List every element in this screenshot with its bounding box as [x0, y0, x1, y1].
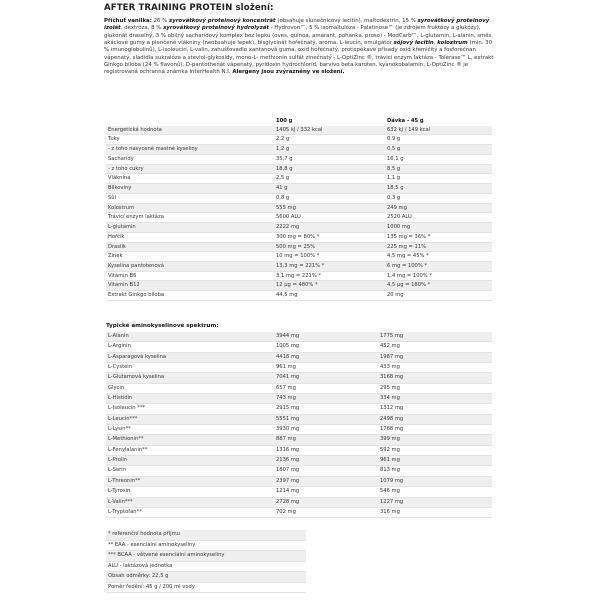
- row-value-serving: 1227 mg: [378, 497, 492, 507]
- amino-acid-row: [106, 435, 492, 445]
- row-value-serving: 1000 mg: [385, 223, 492, 233]
- row-value-100g: 44,5 mg: [274, 291, 385, 301]
- row-value-serving: 0,9 g: [385, 135, 492, 145]
- nutrition-row: [106, 193, 492, 203]
- row-label: Hořčík: [106, 232, 274, 242]
- row-label: Tuky: [106, 135, 274, 145]
- nutrition-table: [106, 117, 492, 301]
- row-value-100g: 2728 mg: [274, 497, 378, 507]
- row-value-serving: 546 mg: [378, 487, 492, 497]
- amino-acid-table: [106, 332, 492, 518]
- row-label: Vitamin B6: [106, 271, 274, 281]
- row-value-100g: 13,3 mg = 221% *: [274, 262, 385, 272]
- allergen-colostrum: kolostrum: [437, 40, 468, 47]
- nutrition-row: [106, 154, 492, 164]
- row-value-serving: 8,5 g: [385, 164, 492, 174]
- row-value-serving: 334 mg: [378, 394, 492, 404]
- row-value-serving: 813 mg: [378, 466, 492, 476]
- row-value-serving: 4,5 µg = 180% *: [385, 281, 492, 291]
- amino-acid-row: [106, 342, 492, 352]
- nutrition-row: [106, 223, 492, 233]
- nutrition-row: [106, 291, 492, 301]
- row-value-serving: 452 mg: [378, 342, 492, 352]
- row-label: Draslík: [106, 242, 274, 252]
- allergen-whey-hydrolysate: syrovátkový proteinový hydrolyzát: [163, 25, 269, 32]
- row-value-serving: 0,5 g: [385, 145, 492, 155]
- row-label: L-Arginin: [106, 342, 274, 352]
- row-value-100g: 2,2 g: [274, 135, 385, 145]
- row-value-serving: 1775 mg: [378, 332, 492, 342]
- row-label: Vláknina: [106, 174, 274, 184]
- amino-acid-row: [106, 363, 492, 373]
- nutrition-header-row: [106, 117, 492, 126]
- row-value-100g: 1807 mg: [274, 466, 378, 476]
- amino-acid-row: [106, 497, 492, 507]
- row-value-100g: 2915 mg: [274, 404, 378, 414]
- row-label: - z toho cukry: [106, 164, 274, 174]
- row-value-serving: 433 mg: [378, 363, 492, 373]
- nutrition-row: [106, 203, 492, 213]
- row-value-100g: 1214 mg: [274, 487, 378, 497]
- amino-acid-row: [106, 476, 492, 486]
- row-label: - z toho nasycené mastné kyseliny: [106, 145, 274, 155]
- row-label: L-Threonin**: [106, 476, 274, 486]
- ingredients-text-6: (min. 30 % imunoglobulinů), L-isoleucin, L-valin, zahušťovadlo xantanová guma, oxid hořečnatý, protispékavé přísady oxid křemičitý a fosforečnan vápenatý, sladidla sukralóza a steviol-glykosidy, mono-L- methionin sulfát zinečnatý - L-OptiZinc ®, trávicí enzym laktáza - Tolerase™ L, extrakt Ginkgo biloba (24 % flavonů), D-pantothenát vápenatý, pyridoxin hydrochlorid, barvivo beta karoten, kyanokobalamin. L-OptiZinc ® je registrovaná ochranná známka InterHealth N.I.: [104, 40, 494, 76]
- nutrition-row: [106, 126, 492, 135]
- row-value-100g: 5551 mg: [274, 414, 378, 424]
- row-value-serving: 135 mg = 36% *: [385, 232, 492, 242]
- row-value-serving: 1312 mg: [378, 404, 492, 414]
- row-value-serving: 1,1 g: [385, 174, 492, 184]
- row-value-100g: 702 mg: [274, 507, 378, 517]
- row-value-100g: 12 µg = 480% *: [274, 281, 385, 291]
- amino-acid-row: [106, 383, 492, 393]
- allergen-note: Alergeny jsou zvýrazněny ve složení.: [232, 69, 345, 76]
- row-value-100g: 4418 mg: [274, 352, 378, 362]
- ingredients-text-5: ,: [433, 40, 438, 47]
- ingredients-paragraph: [104, 18, 496, 77]
- row-label: L-Methionin**: [106, 435, 274, 445]
- row-value-100g: 961 mg: [274, 363, 378, 373]
- row-value-100g: 5600 ALU: [274, 213, 385, 223]
- row-value-100g: 3,1 mg = 221% *: [274, 271, 385, 281]
- row-value-100g: 2397 mg: [274, 476, 378, 486]
- amino-acid-row: [106, 487, 492, 497]
- nutrition-row: [106, 232, 492, 242]
- amino-acid-row: [106, 414, 492, 424]
- nutrition-table-body: [106, 126, 492, 301]
- row-value-100g: 7041 mg: [274, 373, 378, 383]
- row-value-100g: 500 mg = 25%: [274, 242, 385, 252]
- footnotes: [106, 530, 306, 593]
- nutrition-row: [106, 145, 492, 155]
- row-value-serving: 0,3 g: [385, 193, 492, 203]
- row-label: Zinek: [106, 252, 274, 262]
- row-value-100g: 3944 mg: [274, 332, 378, 342]
- row-value-100g: 2,5 g: [274, 174, 385, 184]
- row-label: Trávicí enzym laktáza: [106, 213, 274, 223]
- row-value-serving: 3168 mg: [378, 373, 492, 383]
- row-value-serving: 316 mg: [378, 507, 492, 517]
- row-value-100g: 1005 mg: [274, 342, 378, 352]
- row-value-100g: 555 mg: [274, 203, 385, 213]
- row-value-serving: 16,1 g: [385, 154, 492, 164]
- row-value-serving: 225 mg = 11%: [385, 242, 492, 252]
- row-value-serving: 249 mg: [385, 203, 492, 213]
- product-name: AFTER TRAINING PROTEIN: [104, 3, 233, 13]
- row-label: Sacharidy: [106, 154, 274, 164]
- row-value-serving: 1079 mg: [378, 476, 492, 486]
- nutrition-header-per-100g: 100 g: [276, 118, 293, 124]
- row-value-serving: 20 mg: [385, 291, 492, 301]
- row-value-100g: 300 mg = 80% *: [274, 232, 385, 242]
- row-value-serving: 2520 ALU: [385, 213, 492, 223]
- amino-acid-row: [106, 352, 492, 362]
- row-value-serving: 1768 mg: [378, 425, 492, 435]
- row-value-100g: 3930 mg: [274, 425, 378, 435]
- nutrition-row: [106, 262, 492, 272]
- nutrition-row: [106, 281, 492, 291]
- row-value-serving: 1,4 mg = 100% *: [385, 271, 492, 281]
- nutrition-row: [106, 174, 492, 184]
- nutrition-row: [106, 184, 492, 194]
- row-label: L-Tryptofan**: [106, 507, 274, 517]
- row-value-100g: 657 mg: [274, 383, 378, 393]
- footnote-item: ** EAA - esenciální aminokyseliny: [106, 541, 306, 552]
- footnote-item: *** BCAA - větvené esenciální aminokyseliny: [106, 551, 306, 562]
- row-value-100g: 0,8 g: [274, 193, 385, 203]
- amino-acid-table-body: [106, 332, 492, 518]
- amino-acid-title: Typické aminokyselinové spektrum:: [106, 323, 219, 329]
- row-label: Energetická hodnota: [106, 126, 274, 135]
- allergen-whey-isolate: syrovátkový proteinový izolát: [104, 18, 490, 32]
- row-label: L-Fenylalanin**: [106, 445, 274, 455]
- amino-acid-row: [106, 394, 492, 404]
- row-label: Kyselina pantotenová: [106, 262, 274, 272]
- row-value-100g: 887 mg: [274, 435, 378, 445]
- amino-acid-row: [106, 332, 492, 342]
- row-label: L-Histidin: [106, 394, 274, 404]
- row-value-serving: 18,5 g: [385, 184, 492, 194]
- row-label: L-Leucin***: [106, 414, 274, 424]
- row-label: L-Cystein: [106, 363, 274, 373]
- amino-acid-row: [106, 445, 492, 455]
- row-value-100g: 1405 kJ / 332 kcal: [274, 126, 385, 135]
- row-label: L-glutamin: [106, 223, 274, 233]
- footnote-item: Obsah odměrky: 22,5 g: [106, 572, 306, 583]
- row-value-100g: 1316 mg: [274, 445, 378, 455]
- flavor-label: Příchuť vanilka:: [104, 18, 152, 24]
- ingredients-text-2: (obsahuje slunečnicový lecitin), maltodextrin, 15 %: [275, 18, 418, 24]
- nutrition-header-per-serving: Dávka - 45 g: [387, 118, 424, 124]
- amino-acid-row: [106, 425, 492, 435]
- nutrition-row: [106, 213, 492, 223]
- row-label: L-Asparagová kyselina: [106, 352, 274, 362]
- nutrition-row: [106, 271, 492, 281]
- row-label: L-Prolin: [106, 456, 274, 466]
- row-value-serving: 632 kJ / 149 kcal: [385, 126, 492, 135]
- amino-acid-row: [106, 456, 492, 466]
- row-value-100g: 41 g: [274, 184, 385, 194]
- amino-acid-row: [106, 466, 492, 476]
- row-label: Kolostrum: [106, 203, 274, 213]
- ingredients-text-4: - Hydrovon™, 5 % isomaltulóza - Palatinose™ (je zdrojem fruktózy a glukózy), glukonát draselný, 3 % obilný sacharidový komplex bez lepku (oves, quinoa, amarant, pohanka, proso) - ModCarb™, L-glutamin, L-alanin, směs akáciové gumy a plenčené vlákniny (neobsahuje lepek), bisglycinát hořečnatý, aroma, L-leucin, emulgátor: [104, 25, 492, 47]
- amino-acid-row: [106, 404, 492, 414]
- nutrition-row: [106, 242, 492, 252]
- row-label: L-Isoleucin ***: [106, 404, 274, 414]
- page-title: [104, 3, 274, 13]
- amino-acid-row: [106, 507, 492, 517]
- row-value-serving: 4,5 mg = 45% *: [385, 252, 492, 262]
- ingredients-text-3: , dextróza, 8 %: [120, 25, 164, 32]
- row-value-100g: 10 mg = 100% *: [274, 252, 385, 262]
- nutrition-row: [106, 252, 492, 262]
- row-label: L-Glutamová kyselina: [106, 373, 274, 383]
- nutrition-row: [106, 135, 492, 145]
- row-value-100g: 2222 mg: [274, 223, 385, 233]
- nutrition-row: [106, 164, 492, 174]
- row-value-serving: 961 mg: [378, 456, 492, 466]
- footnote-item: Poměr ředění: 45 g / 200 ml vody: [106, 583, 306, 594]
- row-label: Sůl: [106, 193, 274, 203]
- row-value-serving: 1987 mg: [378, 352, 492, 362]
- ingredients-text-1: 26 %: [151, 18, 169, 24]
- row-label: Vitamin B12: [106, 281, 274, 291]
- row-value-100g: 18,8 g: [274, 164, 385, 174]
- row-label: L-Lysin**: [106, 425, 274, 435]
- row-value-serving: 399 mg: [378, 435, 492, 445]
- row-value-serving: 295 mg: [378, 383, 492, 393]
- row-value-100g: 743 mg: [274, 394, 378, 404]
- row-label: Bílkoviny: [106, 184, 274, 194]
- row-value-100g: 2136 mg: [274, 456, 378, 466]
- row-label: Glycin: [106, 383, 274, 393]
- row-value-100g: 35,7 g: [274, 154, 385, 164]
- row-value-serving: 2498 mg: [378, 414, 492, 424]
- footnote-item: ALU - laktázová jednotka: [106, 562, 306, 573]
- row-label: L-Tyrosin: [106, 487, 274, 497]
- row-value-serving: 6 mg = 100% *: [385, 262, 492, 272]
- row-value-serving: 592 mg: [378, 445, 492, 455]
- amino-acid-row: [106, 373, 492, 383]
- allergen-soy-lecithin: sójový lecitin: [393, 40, 434, 47]
- row-label: L-Valin***: [106, 497, 274, 507]
- allergen-whey-concentrate: syrovátkový proteinový koncentrát: [168, 18, 276, 24]
- row-label: L-Serin: [106, 466, 274, 476]
- nutrition-header-label: [106, 117, 274, 126]
- row-value-100g: 1,2 g: [274, 145, 385, 155]
- footnote-item: * referenční hodnota příjmu: [106, 530, 306, 541]
- row-label: Extrakt Ginkgo biloba: [106, 291, 274, 301]
- title-suffix: složení:: [232, 3, 274, 13]
- row-label: L-Alanin: [106, 332, 274, 342]
